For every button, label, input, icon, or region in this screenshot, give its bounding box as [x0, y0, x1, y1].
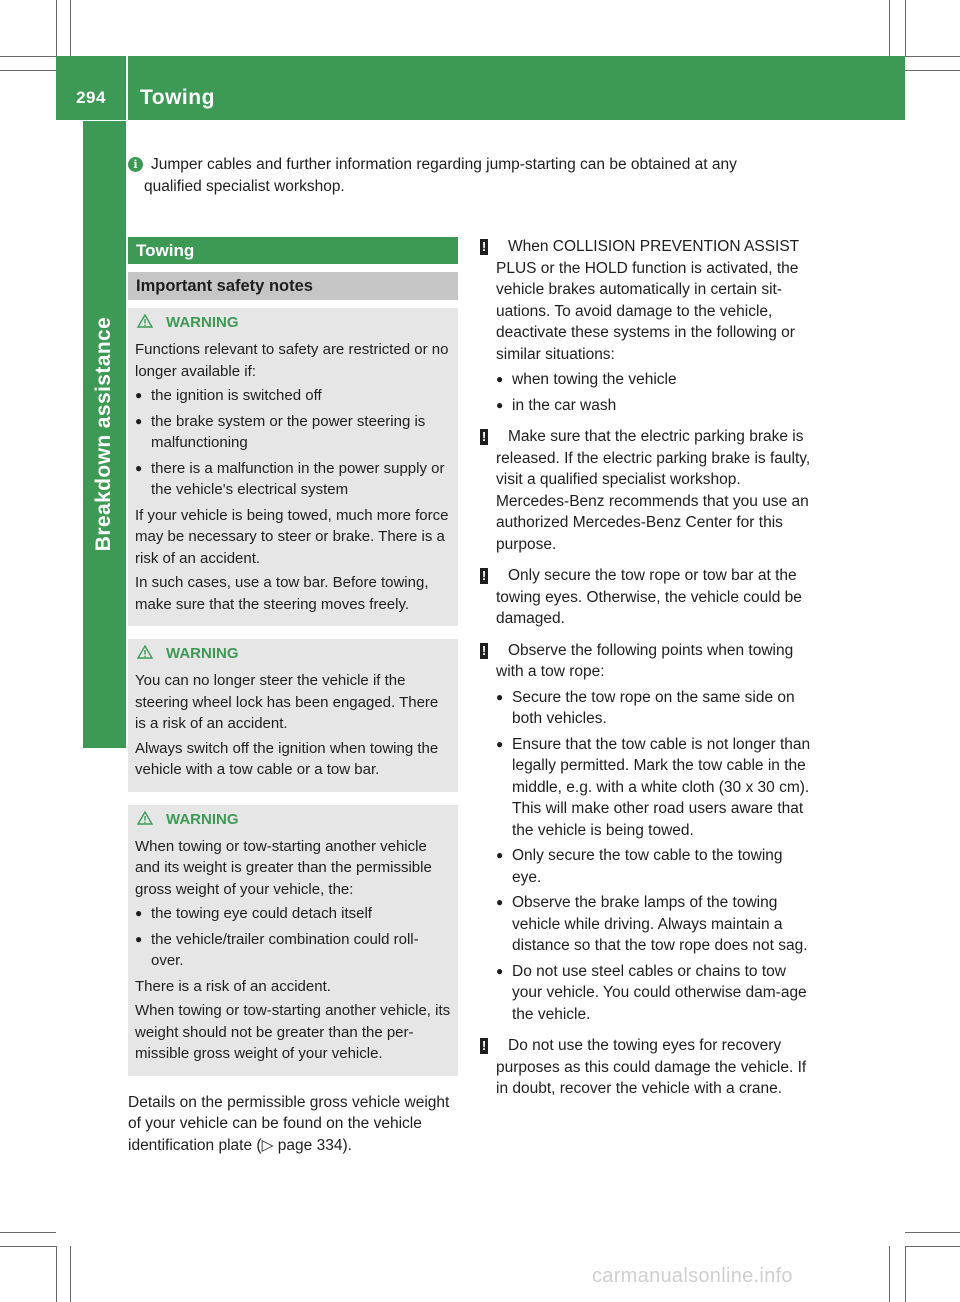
- list-item: ● when towing the vehicle: [496, 369, 814, 391]
- crop-mark: [905, 56, 960, 57]
- bullet-icon: ●: [496, 689, 504, 704]
- bullet-icon: ●: [496, 736, 504, 751]
- bullet-icon: ●: [135, 388, 143, 402]
- crop-mark: [56, 0, 57, 56]
- info-note: [128, 154, 818, 198]
- warning-label: WARNING: [166, 314, 239, 331]
- warning-text: There is a risk of an accident.: [135, 977, 331, 995]
- warning-triangle-icon: [137, 811, 153, 825]
- bullet-icon: ●: [135, 931, 143, 946]
- page-title: Towing: [140, 86, 215, 109]
- caution-text: Only secure the tow rope or tow bar at the towing eyes. Otherwise, the vehicle could be damaged.: [496, 567, 802, 627]
- crop-mark: [905, 0, 906, 56]
- caution-note: [480, 640, 814, 1026]
- caution-text: When COLLISION PREVENTION ASSIST PLUS or the HOLD function is activated, the vehicle brakes automatically in certain sit-uations. To avoid damage to the vehicle, deactivate these systems in the following or similar situations:: [496, 238, 799, 363]
- details-paragraph: Details on the permissible gross vehicle weight of your vehicle can be found on the vehicle identification plate (▷ page 334).: [128, 1093, 450, 1154]
- bullet-icon: ●: [135, 906, 143, 920]
- crop-mark: [0, 70, 56, 71]
- list-item: ● Only secure the tow cable to the towing eye.: [496, 847, 783, 886]
- caution-text: Observe the following points when towing with a tow rope:: [496, 641, 794, 680]
- caution-text: Do not use the towing eyes for recovery purposes as this could damage the vehicle. If in doubt, recover the vehicle with a crane.: [496, 1037, 807, 1097]
- warning-text: When towing or tow-starting another vehicle, its weight should not be greater than the per-missible gross weight of your vehicle.: [135, 1002, 451, 1062]
- list-item: ● the vehicle/trailer combination could roll-over.: [135, 930, 419, 969]
- crop-mark: [56, 1246, 57, 1302]
- section-heading: Towing: [128, 237, 458, 264]
- caution-note: [480, 565, 814, 630]
- caution-text: Make sure that the electric parking brake is released. If the electric parking brake is faulty, visit a qualified specialist workshop. Mercedes-Benz recommends that you use an authorized Mercedes-Benz Center for this purpose.: [496, 428, 811, 553]
- warning-text: When towing or tow-starting another vehicle and its weight is greater than the permissible gross weight of your vehicle, the:: [135, 837, 432, 898]
- list-item: ● the brake system or the power steering is malfunctioning: [135, 412, 426, 451]
- crop-mark: [905, 1246, 906, 1302]
- warning-box: [128, 805, 458, 1076]
- bullet-icon: ●: [135, 460, 143, 475]
- list-item: ● the ignition is switched off: [135, 385, 451, 407]
- warning-label: WARNING: [166, 810, 239, 828]
- caution-icon: !: [481, 239, 487, 254]
- caution-note: [480, 236, 814, 416]
- warning-triangle-icon: [137, 314, 153, 328]
- crop-mark: [0, 56, 56, 57]
- caution-icon: !: [481, 642, 487, 658]
- bullet-icon: ●: [496, 848, 504, 862]
- caution-icon: !: [481, 1038, 487, 1053]
- warning-box: [128, 639, 458, 792]
- list-item: ● Secure the tow rope on the same side on both vehicles.: [496, 688, 795, 727]
- bullet-icon: ●: [135, 413, 143, 428]
- bullet-icon: ●: [496, 372, 504, 386]
- caution-icon: !: [481, 429, 487, 444]
- warning-triangle-icon: [137, 645, 153, 659]
- crop-mark: [0, 1232, 56, 1233]
- bullet-icon: ●: [496, 963, 504, 978]
- bullet-icon: ●: [496, 895, 504, 909]
- warning-label: WARNING: [166, 645, 239, 662]
- warning-box: [128, 308, 458, 626]
- caution-icon: !: [481, 568, 487, 583]
- page-reference: page 334).: [273, 1136, 352, 1154]
- page-reference-arrow-icon: ▷: [261, 1136, 274, 1154]
- bullet-icon: ●: [496, 397, 504, 412]
- caution-note: [480, 426, 814, 555]
- caution-note: [480, 1035, 814, 1100]
- warning-text: If your vehicle is being towed, much more force may be necessary to steer or brake. There is a risk of an accident.: [135, 506, 449, 567]
- watermark: carmanualsonline.info: [592, 1265, 793, 1287]
- header-divider: [126, 56, 128, 120]
- list-item: ● there is a malfunction in the power supply or the vehicle's electrical system: [135, 459, 445, 498]
- crop-mark: [70, 0, 71, 56]
- warning-text: You can no longer steer the vehicle if the steering wheel lock has been engaged. There is a risk of an accident.: [135, 672, 439, 732]
- left-column: [128, 237, 458, 1156]
- crop-mark: [0, 1246, 56, 1247]
- list-item: ● in the car wash: [496, 395, 814, 417]
- page-number: 294: [76, 88, 106, 107]
- subsection-heading: Important safety notes: [128, 272, 458, 300]
- list-item: ● Do not use steel cables or chains to tow your vehicle. You could otherwise dam-age the vehicle.: [496, 962, 807, 1023]
- crop-mark: [70, 1246, 71, 1302]
- info-text: qualified specialist workshop.: [144, 178, 345, 195]
- info-text: Jumper cables and further information regarding jump-starting can be obtained at any: [151, 156, 737, 173]
- crop-mark: [889, 0, 890, 56]
- crop-mark: [889, 1246, 890, 1302]
- crop-mark: [905, 70, 960, 71]
- side-tab-label: Breakdown assistance: [92, 316, 115, 552]
- crop-mark: [905, 1246, 960, 1247]
- right-column: [480, 236, 814, 1110]
- list-item: ● Ensure that the tow cable is not longer than legally permitted. Mark the tow cable in the middle, e.g. with a white cloth (30 x 30 cm). This will make other road users aware that the vehicle is being towed.: [496, 735, 811, 839]
- crop-mark: [905, 1232, 960, 1233]
- warning-text: Functions relevant to safety are restricted or no longer available if:: [135, 341, 449, 380]
- info-icon: i: [128, 157, 143, 172]
- warning-text: In such cases, use a tow bar. Before towing, make sure that the steering moves freely.: [135, 574, 429, 613]
- warning-text: Always switch off the ignition when towing the vehicle with a tow cable or a tow bar.: [135, 739, 439, 778]
- list-item: ● Observe the brake lamps of the towing vehicle while driving. Always maintain a distance so that the tow rope does not sag.: [496, 894, 808, 954]
- list-item: ● the towing eye could detach itself: [135, 903, 451, 925]
